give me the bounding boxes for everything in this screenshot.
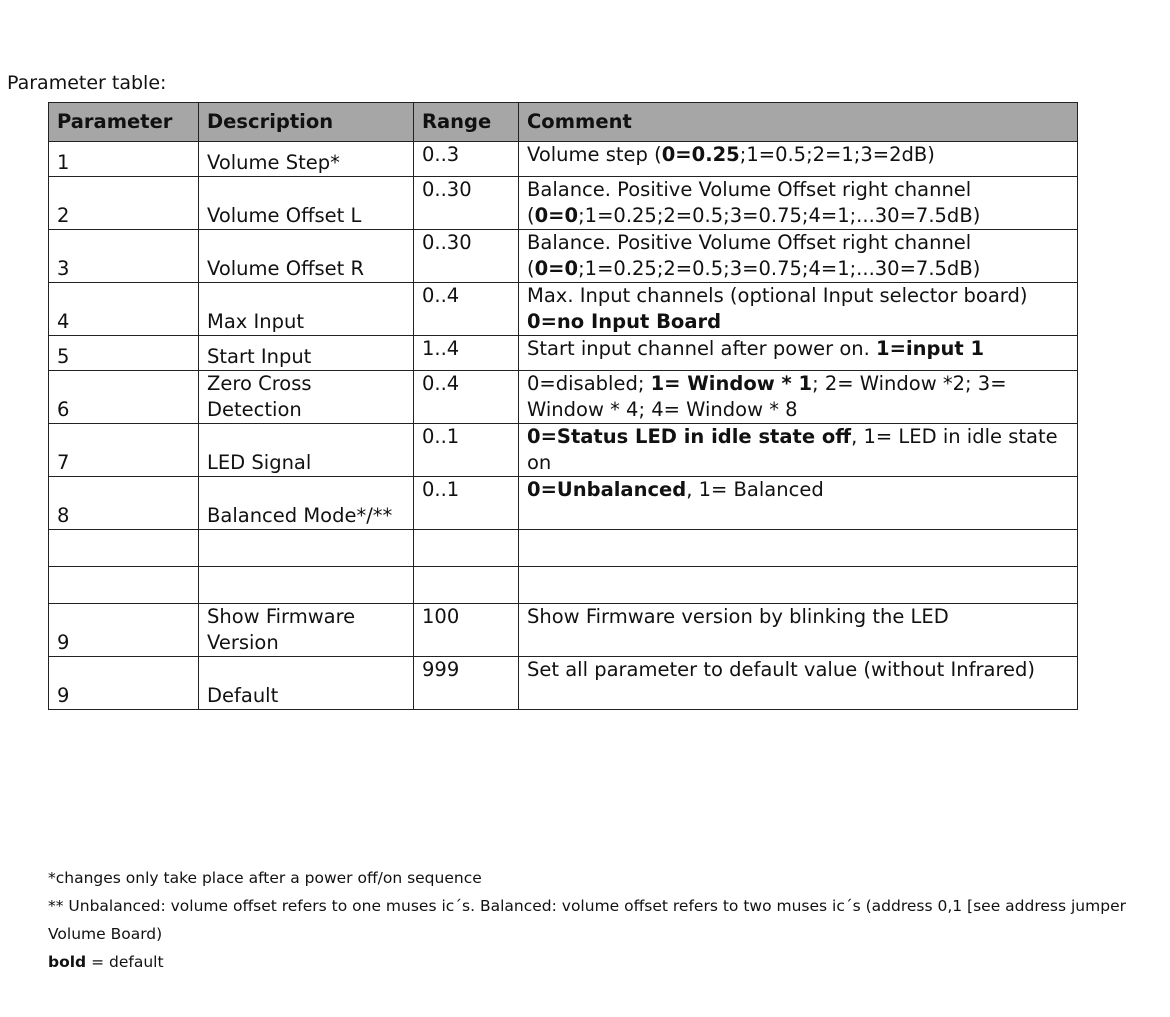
- comment-text: ;1=0.5;2=1;3=2dB): [739, 143, 935, 166]
- comment-text: Balance. Positive Volume Offset right channel (: [527, 178, 972, 227]
- cell-parameter: 2: [49, 177, 199, 230]
- cell-description: Default: [199, 657, 414, 710]
- table-header-row: [49, 103, 1078, 142]
- cell-comment: [519, 657, 1078, 710]
- bold-word: bold: [48, 953, 87, 971]
- cell-comment: [519, 142, 1078, 177]
- cell-description: Volume Step*: [199, 142, 414, 177]
- comment-text: , 1= Balanced: [686, 478, 824, 501]
- table-row: [49, 283, 1078, 336]
- bold-default-text: = default: [86, 953, 164, 971]
- cell-comment: [519, 530, 1078, 567]
- comment-text: Max. Input channels (optional Input selector board): [527, 284, 1028, 307]
- comment-default-value: 0=0: [534, 257, 579, 280]
- parameter-table: [48, 102, 1078, 710]
- cell-range: 0..30: [414, 230, 519, 283]
- cell-range: 100: [414, 604, 519, 657]
- comment-default-value: 0=0: [534, 204, 579, 227]
- header-parameter: Parameter: [49, 103, 199, 142]
- comment-text: Balance. Positive Volume Offset right channel (: [527, 231, 972, 280]
- cell-range: 1..4: [414, 336, 519, 371]
- cell-description: Volume Offset R: [199, 230, 414, 283]
- comment-text: , 1= LED in idle state on: [527, 425, 1058, 474]
- comment-text: Volume step (: [527, 143, 662, 166]
- comment-default-value: 0=Status LED in idle state off: [527, 425, 852, 448]
- cell-description: Max Input: [199, 283, 414, 336]
- cell-parameter: [49, 530, 199, 567]
- cell-parameter: 9: [49, 657, 199, 710]
- comment-text: Set all parameter to default value (without Infrared): [527, 658, 1036, 681]
- table-row: [49, 177, 1078, 230]
- cell-range: 0..1: [414, 424, 519, 477]
- table-row: [49, 371, 1078, 424]
- cell-description: Volume Offset L: [199, 177, 414, 230]
- comment-default-value: 0=no Input Board: [527, 310, 722, 333]
- cell-parameter: 6: [49, 371, 199, 424]
- table-row: [49, 657, 1078, 710]
- comment-text: ; 2= Window *2; 3= Window * 4; 4= Window * 8: [527, 372, 1007, 421]
- cell-parameter: 1: [49, 142, 199, 177]
- cell-comment: [519, 424, 1078, 477]
- cell-description: Zero Cross Detection: [199, 371, 414, 424]
- header-range: Range: [414, 103, 519, 142]
- cell-parameter: 8: [49, 477, 199, 530]
- comment-default-value: 1=input 1: [876, 337, 985, 360]
- cell-range: 0..30: [414, 177, 519, 230]
- table-row: [49, 477, 1078, 530]
- table-row: [49, 336, 1078, 371]
- cell-range: 0..3: [414, 142, 519, 177]
- cell-parameter: [49, 567, 199, 604]
- cell-description: Start Input: [199, 336, 414, 371]
- cell-range: [414, 530, 519, 567]
- cell-comment: [519, 604, 1078, 657]
- footnote-bold-default: [48, 948, 1148, 976]
- cell-comment: [519, 371, 1078, 424]
- table-row: [49, 530, 1078, 567]
- cell-range: 0..4: [414, 371, 519, 424]
- table-row: [49, 142, 1078, 177]
- header-comment: Comment: [519, 103, 1078, 142]
- cell-comment: [519, 283, 1078, 336]
- comment-text: Start input channel after power on.: [527, 337, 877, 360]
- cell-parameter: 7: [49, 424, 199, 477]
- cell-parameter: 5: [49, 336, 199, 371]
- comment-default-value: 1= Window * 1: [650, 372, 813, 395]
- comment-text: 0=disabled;: [527, 372, 651, 395]
- cell-description: Balanced Mode*/**: [199, 477, 414, 530]
- comment-text: ;1=0.25;2=0.5;3=0.75;4=1;...30=7.5dB): [578, 204, 981, 227]
- cell-parameter: 4: [49, 283, 199, 336]
- cell-range: 999: [414, 657, 519, 710]
- cell-range: 0..4: [414, 283, 519, 336]
- table-row: [49, 230, 1078, 283]
- cell-range: 0..1: [414, 477, 519, 530]
- footnote-power-cycle: *changes only take place after a power off/on sequence: [48, 869, 482, 887]
- cell-comment: [519, 230, 1078, 283]
- cell-range: [414, 567, 519, 604]
- comment-default-value: 0=Unbalanced: [527, 478, 687, 501]
- cell-comment: [519, 477, 1078, 530]
- footnotes: [48, 864, 1148, 976]
- cell-description: [199, 567, 414, 604]
- comment-default-value: 0=0.25: [661, 143, 740, 166]
- cell-parameter: 3: [49, 230, 199, 283]
- table-row: [49, 604, 1078, 657]
- cell-description: Show Firmware Version: [199, 604, 414, 657]
- comment-text: Show Firmware version by blinking the LED: [527, 605, 949, 628]
- footnote-balanced: ** Unbalanced: volume offset refers to one muses ic´s. Balanced: volume offset refers to two muses ic´s (address 0,1 [see address jumper Volume Board): [48, 897, 1126, 943]
- intro-text: Parameter table:: [7, 72, 167, 94]
- cell-description: LED Signal: [199, 424, 414, 477]
- table-row: [49, 567, 1078, 604]
- cell-description: [199, 530, 414, 567]
- cell-comment: [519, 336, 1078, 371]
- cell-comment: [519, 567, 1078, 604]
- cell-comment: [519, 177, 1078, 230]
- header-description: Description: [199, 103, 414, 142]
- table-row: [49, 424, 1078, 477]
- cell-parameter: 9: [49, 604, 199, 657]
- comment-text: ;1=0.25;2=0.5;3=0.75;4=1;...30=7.5dB): [578, 257, 981, 280]
